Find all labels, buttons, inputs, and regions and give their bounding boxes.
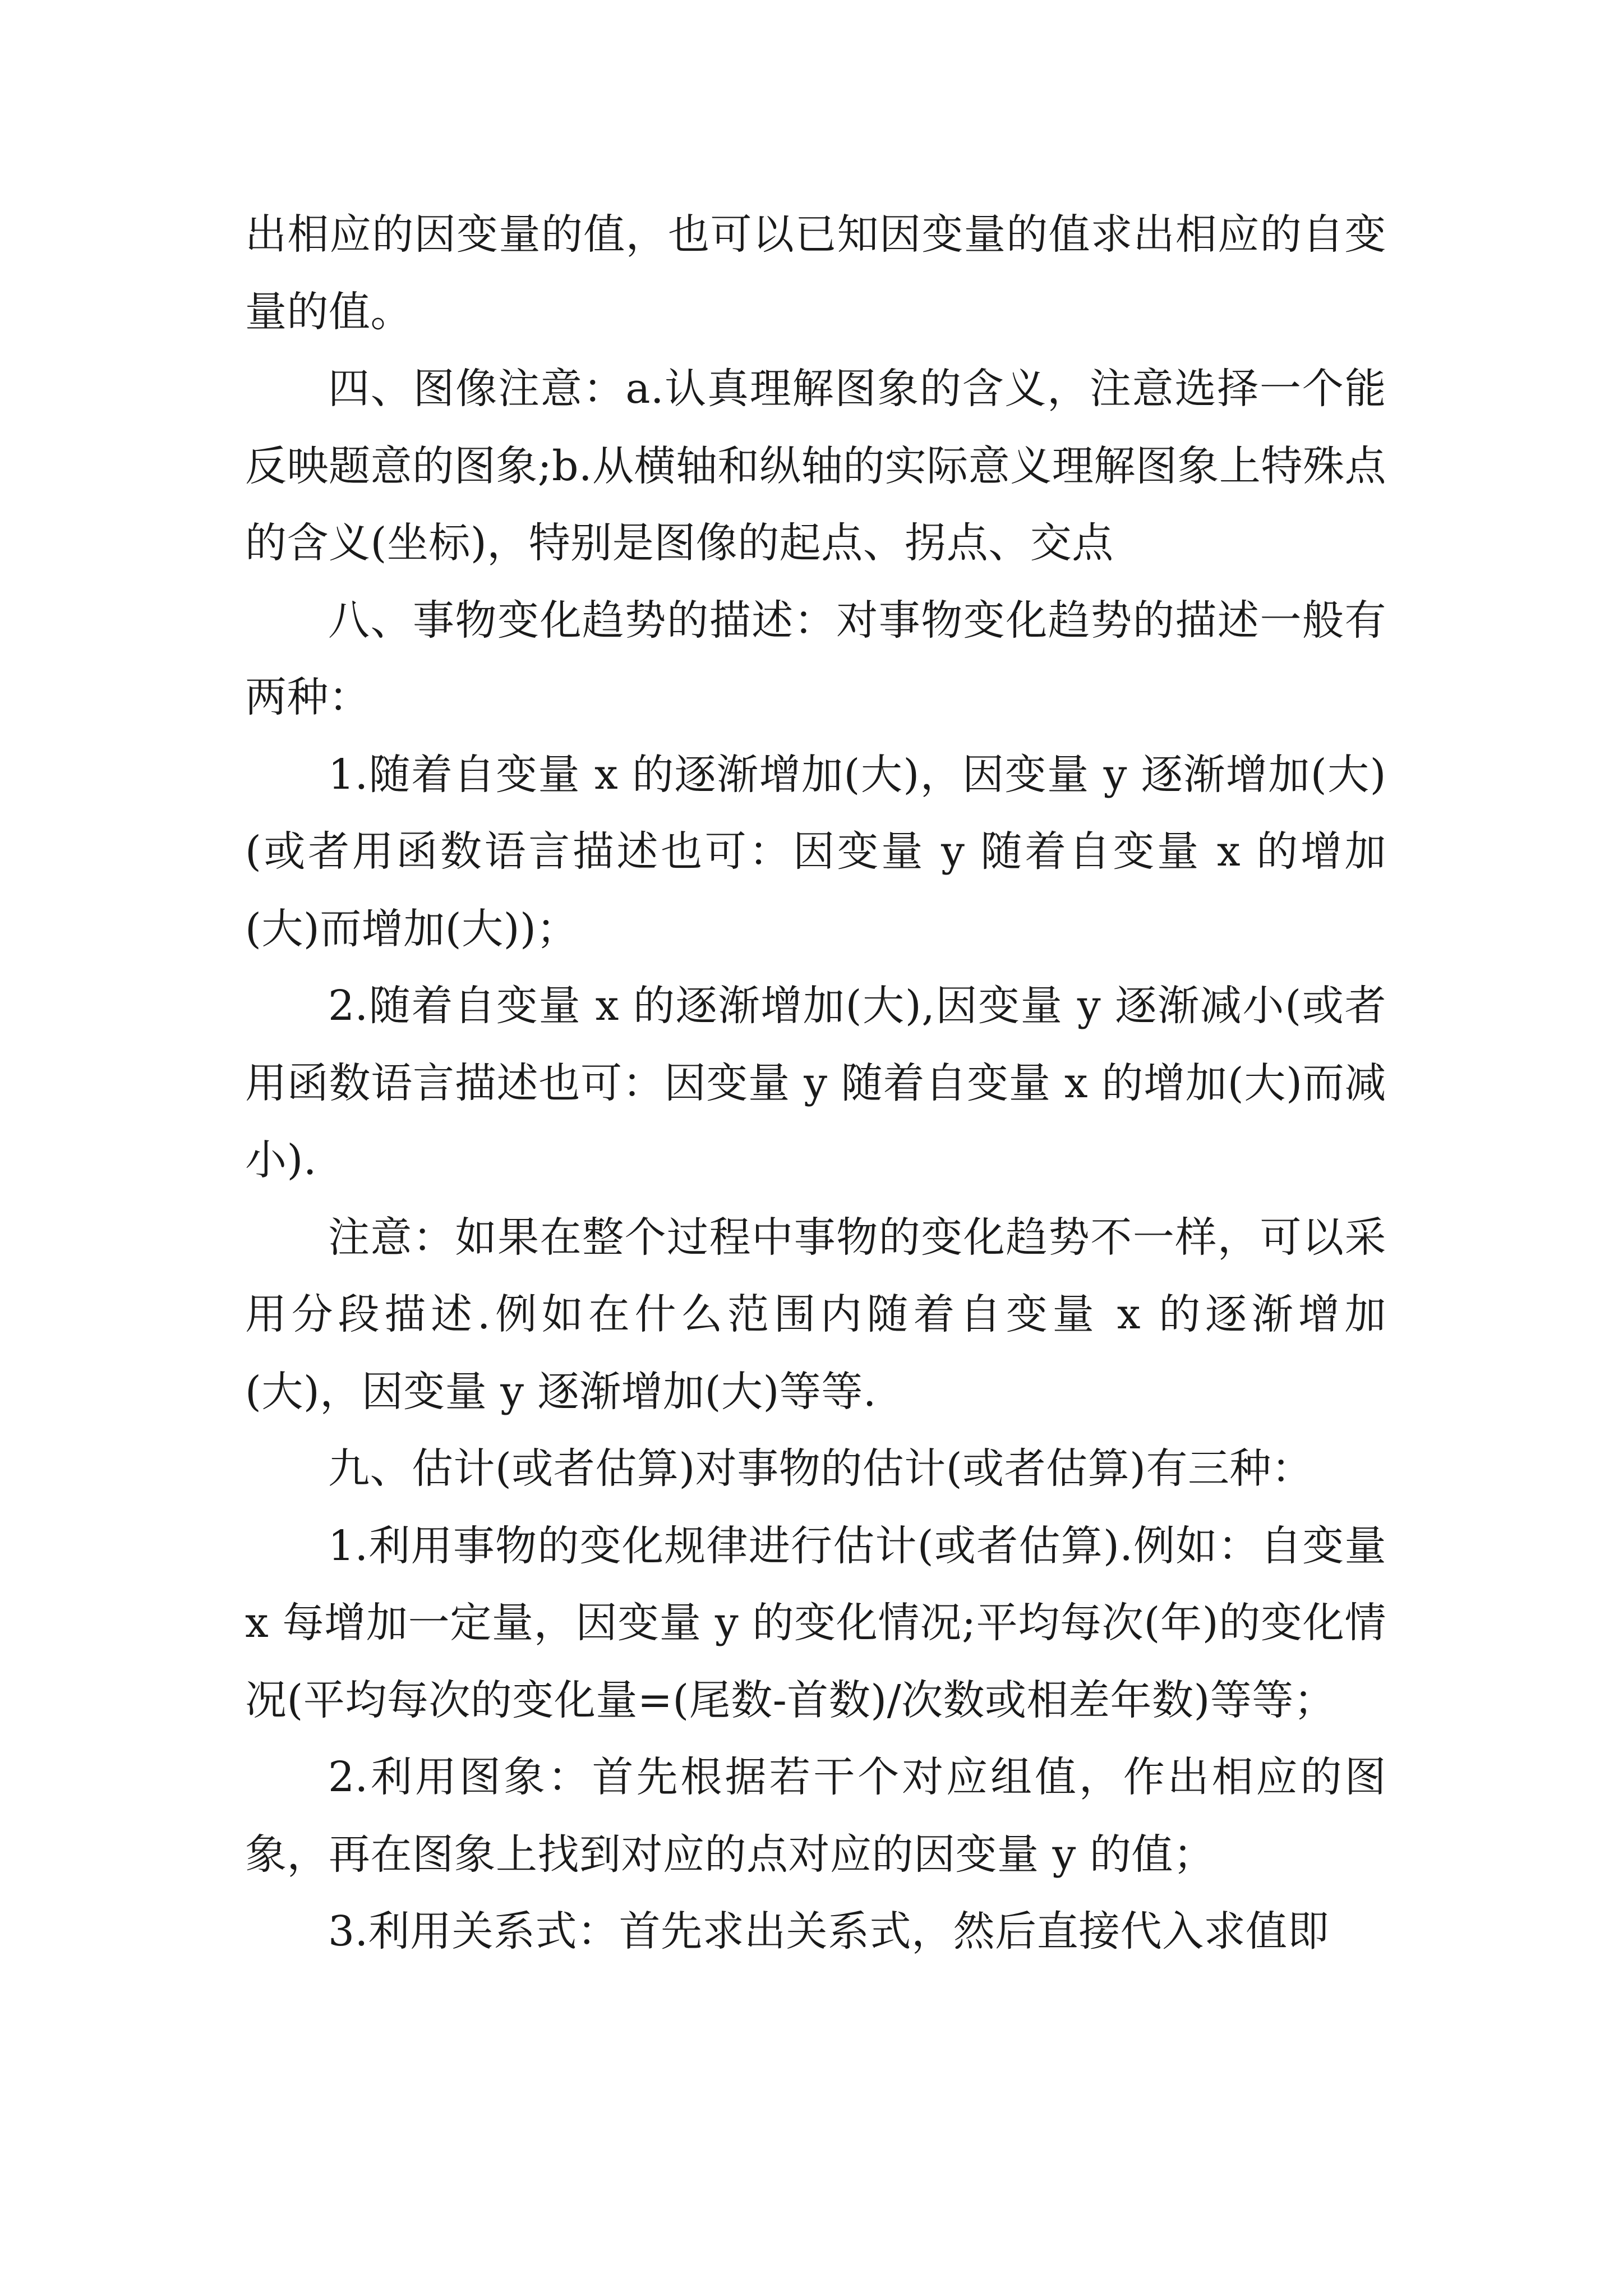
paragraph-image-notes: 四、图像注意：a.认真理解图象的含义，注意选择一个能反映题意的图象;b.从横轴和纵轴的实际意义理解图象上特殊点的含义(坐标)，特别是图像的起点、拐点、交点 <box>245 365 1386 567</box>
paragraph-trend-description: 八、事物变化趋势的描述：对事物变化趋势的描述一般有两种： <box>245 596 1386 721</box>
paragraph-estimation-rule: 1.利用事物的变化规律进行估计(或者估算).例如：自变量 x 每增加一定量，因变量 y 的变化情况;平均每次(年)的变化情况(平均每次的变化量=(尾数-首数)/次数或相差年数)等等； <box>245 1521 1386 1724</box>
paragraph-trend-decreasing: 2.随着自变量 x 的逐渐增加(大),因变量 y 逐渐减小(或者用函数语言描述也可：因变量 y 随着自变量 x 的增加(大)而减小). <box>245 982 1386 1184</box>
document-body <box>245 196 1386 1971</box>
paragraph-continuation: 出相应的因变量的值，也可以已知因变量的值求出相应的自变量的值。 <box>245 210 1386 336</box>
paragraph-note-segmented: 注意：如果在整个过程中事物的变化趋势不一样，可以采用分段描述.例如在什么范围内随着自变量 x 的逐渐增加(大)，因变量 y 逐渐增加(大)等等. <box>245 1213 1386 1416</box>
paragraph-estimation-formula: 3.利用关系式：首先求出关系式，然后直接代入求值即 <box>328 1907 1330 1955</box>
paragraph-estimation-graph: 2.利用图象：首先根据若干个对应组值，作出相应的图象，再在图象上找到对应的点对应的因变量 y 的值； <box>245 1753 1386 1879</box>
paragraph-trend-increasing: 1.随着自变量 x 的逐渐增加(大)，因变量 y 逐渐增加(大)(或者用函数语言描述也可：因变量 y 随着自变量 x 的增加(大)而增加(大))； <box>245 750 1386 953</box>
paragraph-estimation-heading: 九、估计(或者估算)对事物的估计(或者估算)有三种： <box>328 1444 1313 1493</box>
